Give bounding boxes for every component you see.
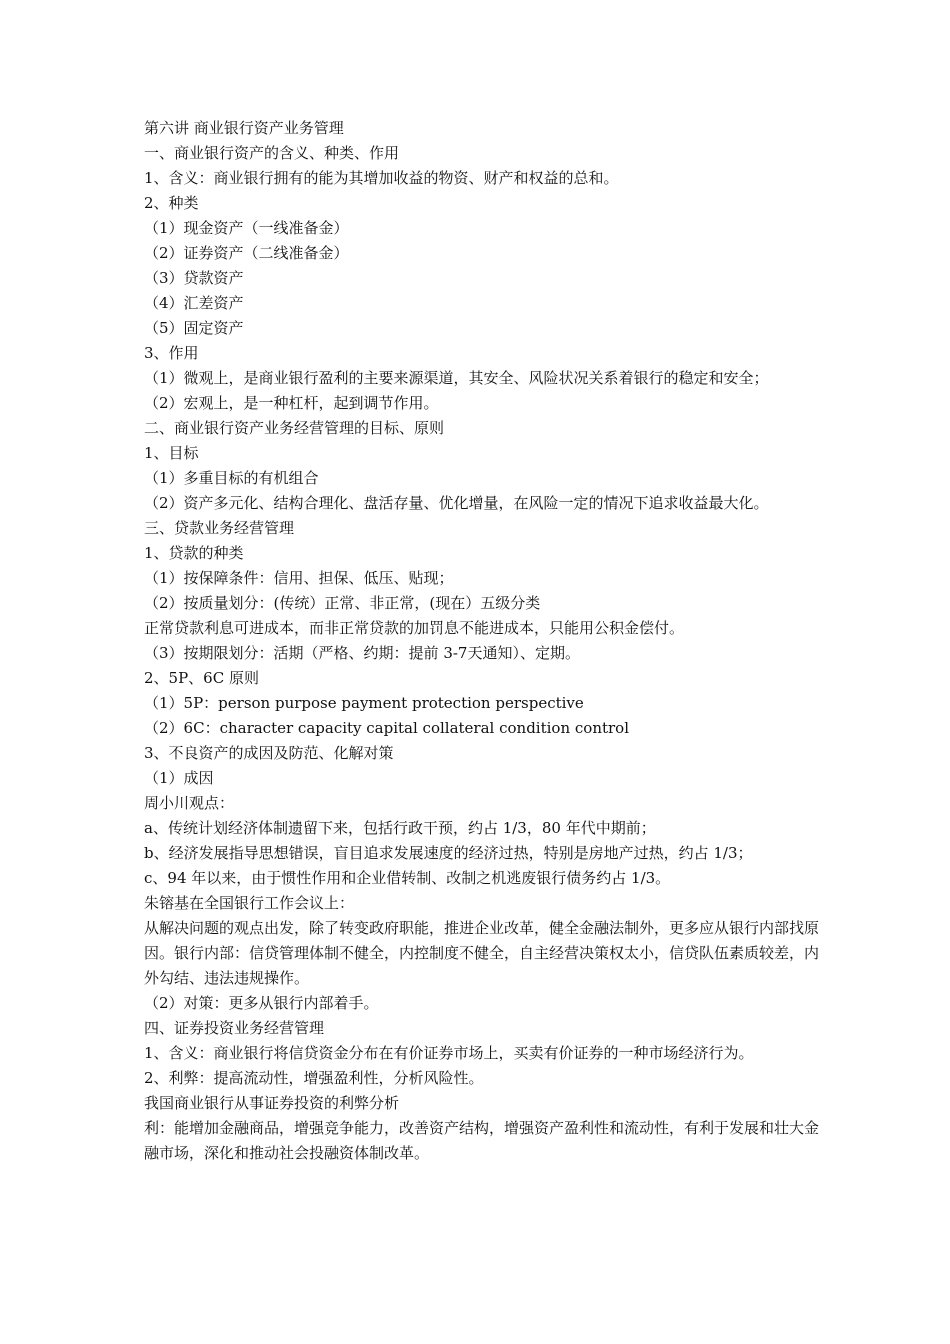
paragraph: 2、种类 <box>144 194 199 212</box>
paragraph: a、传统计划经济体制遗留下来，包括行政干预，约占 1/3，80 年代中期前； <box>144 819 656 837</box>
section-heading-2: 二、商业银行资产业务经营管理的目标、原则 <box>144 419 445 437</box>
paragraph: （1）多重目标的有机组合 <box>144 469 319 487</box>
paragraph: 3、不良资产的成因及防范、化解对策 <box>144 744 394 762</box>
document-page <box>144 116 824 1166</box>
paragraph: （2）宏观上，是一种杠杆，起到调节作用。 <box>144 394 439 412</box>
list-item: （2）证券资产（二线准备金） <box>144 244 349 262</box>
paragraph: 利：能增加金融商品，增强竞争能力，改善资产结构，增强资产盈利性和流动性，有利于发展和壮大金融市场，深化和推动社会投融资体制改革。 <box>144 1119 820 1162</box>
doc-title: 第六讲 商业银行资产业务管理 <box>144 119 344 137</box>
list-item: （3）贷款资产 <box>144 269 244 287</box>
paragraph: c、94 年以来，由于惯性作用和企业借转制、改制之机逃废银行债务约占 1/3。 <box>144 869 671 887</box>
paragraph: （1）按保障条件：信用、担保、低压、贴现； <box>144 569 454 587</box>
paragraph: 2、5P、6C 原则 <box>144 669 259 687</box>
paragraph: 1、含义：商业银行拥有的能为其增加收益的物资、财产和权益的总和。 <box>144 169 619 187</box>
paragraph: 朱镕基在全国银行工作会议上： <box>144 894 355 912</box>
paragraph: 周小川观点： <box>144 794 235 812</box>
paragraph: 1、目标 <box>144 444 199 462</box>
list-item: （1）现金资产（一线准备金） <box>144 219 349 237</box>
paragraph: 2、利弊：提高流动性，增强盈利性，分析风险性。 <box>144 1069 484 1087</box>
section-heading-4: 四、证券投资业务经营管理 <box>144 1019 325 1037</box>
paragraph: 我国商业银行从事证券投资的利弊分析 <box>144 1094 400 1112</box>
paragraph: （1）微观上，是商业银行盈利的主要来源渠道，其安全、风险状况关系着银行的稳定和安全； <box>144 369 769 387</box>
paragraph: （2）对策：更多从银行内部着手。 <box>144 994 379 1012</box>
paragraph: b、经济发展指导思想错误，盲目追求发展速度的经济过热，特别是房地产过热，约占 1/3； <box>144 844 753 862</box>
paragraph: 正常贷款利息可进成本，而非正常贷款的加罚息不能进成本，只能用公积金偿付。 <box>144 619 685 637</box>
list-item: （5）固定资产 <box>144 319 244 337</box>
paragraph: （1）5P：person purpose payment protection perspective <box>144 694 584 712</box>
section-heading-3: 三、贷款业务经营管理 <box>144 519 295 537</box>
paragraph: （2）资产多元化、结构合理化、盘活存量、优化增量，在风险一定的情况下追求收益最大化。 <box>144 494 769 512</box>
paragraph: （1）成因 <box>144 769 214 787</box>
list-item: （4）汇差资产 <box>144 294 244 312</box>
paragraph: 1、含义：商业银行将信贷资金分布在有价证券市场上，买卖有价证券的一种市场经济行为。 <box>144 1044 754 1062</box>
paragraph: （2）6C：character capacity capital collateral condition control <box>144 719 630 737</box>
paragraph: 3、作用 <box>144 344 199 362</box>
section-heading-1: 一、商业银行资产的含义、种类、作用 <box>144 144 400 162</box>
paragraph: 1、贷款的种类 <box>144 544 244 562</box>
paragraph: （3）按期限划分：活期（严格、约期：提前 3-7天通知）、定期。 <box>144 644 580 662</box>
paragraph: （2）按质量划分：(传统）正常、非正常，(现在）五级分类 <box>144 594 541 612</box>
paragraph: 从解决问题的观点出发，除了转变政府职能，推进企业改革，健全金融法制外，更多应从银行内部找原因。银行内部：信贷管理体制不健全，内控制度不健全，自主经营决策权太小，信贷队伍素质较差，内外勾结、违法违规操作。 <box>144 919 820 987</box>
